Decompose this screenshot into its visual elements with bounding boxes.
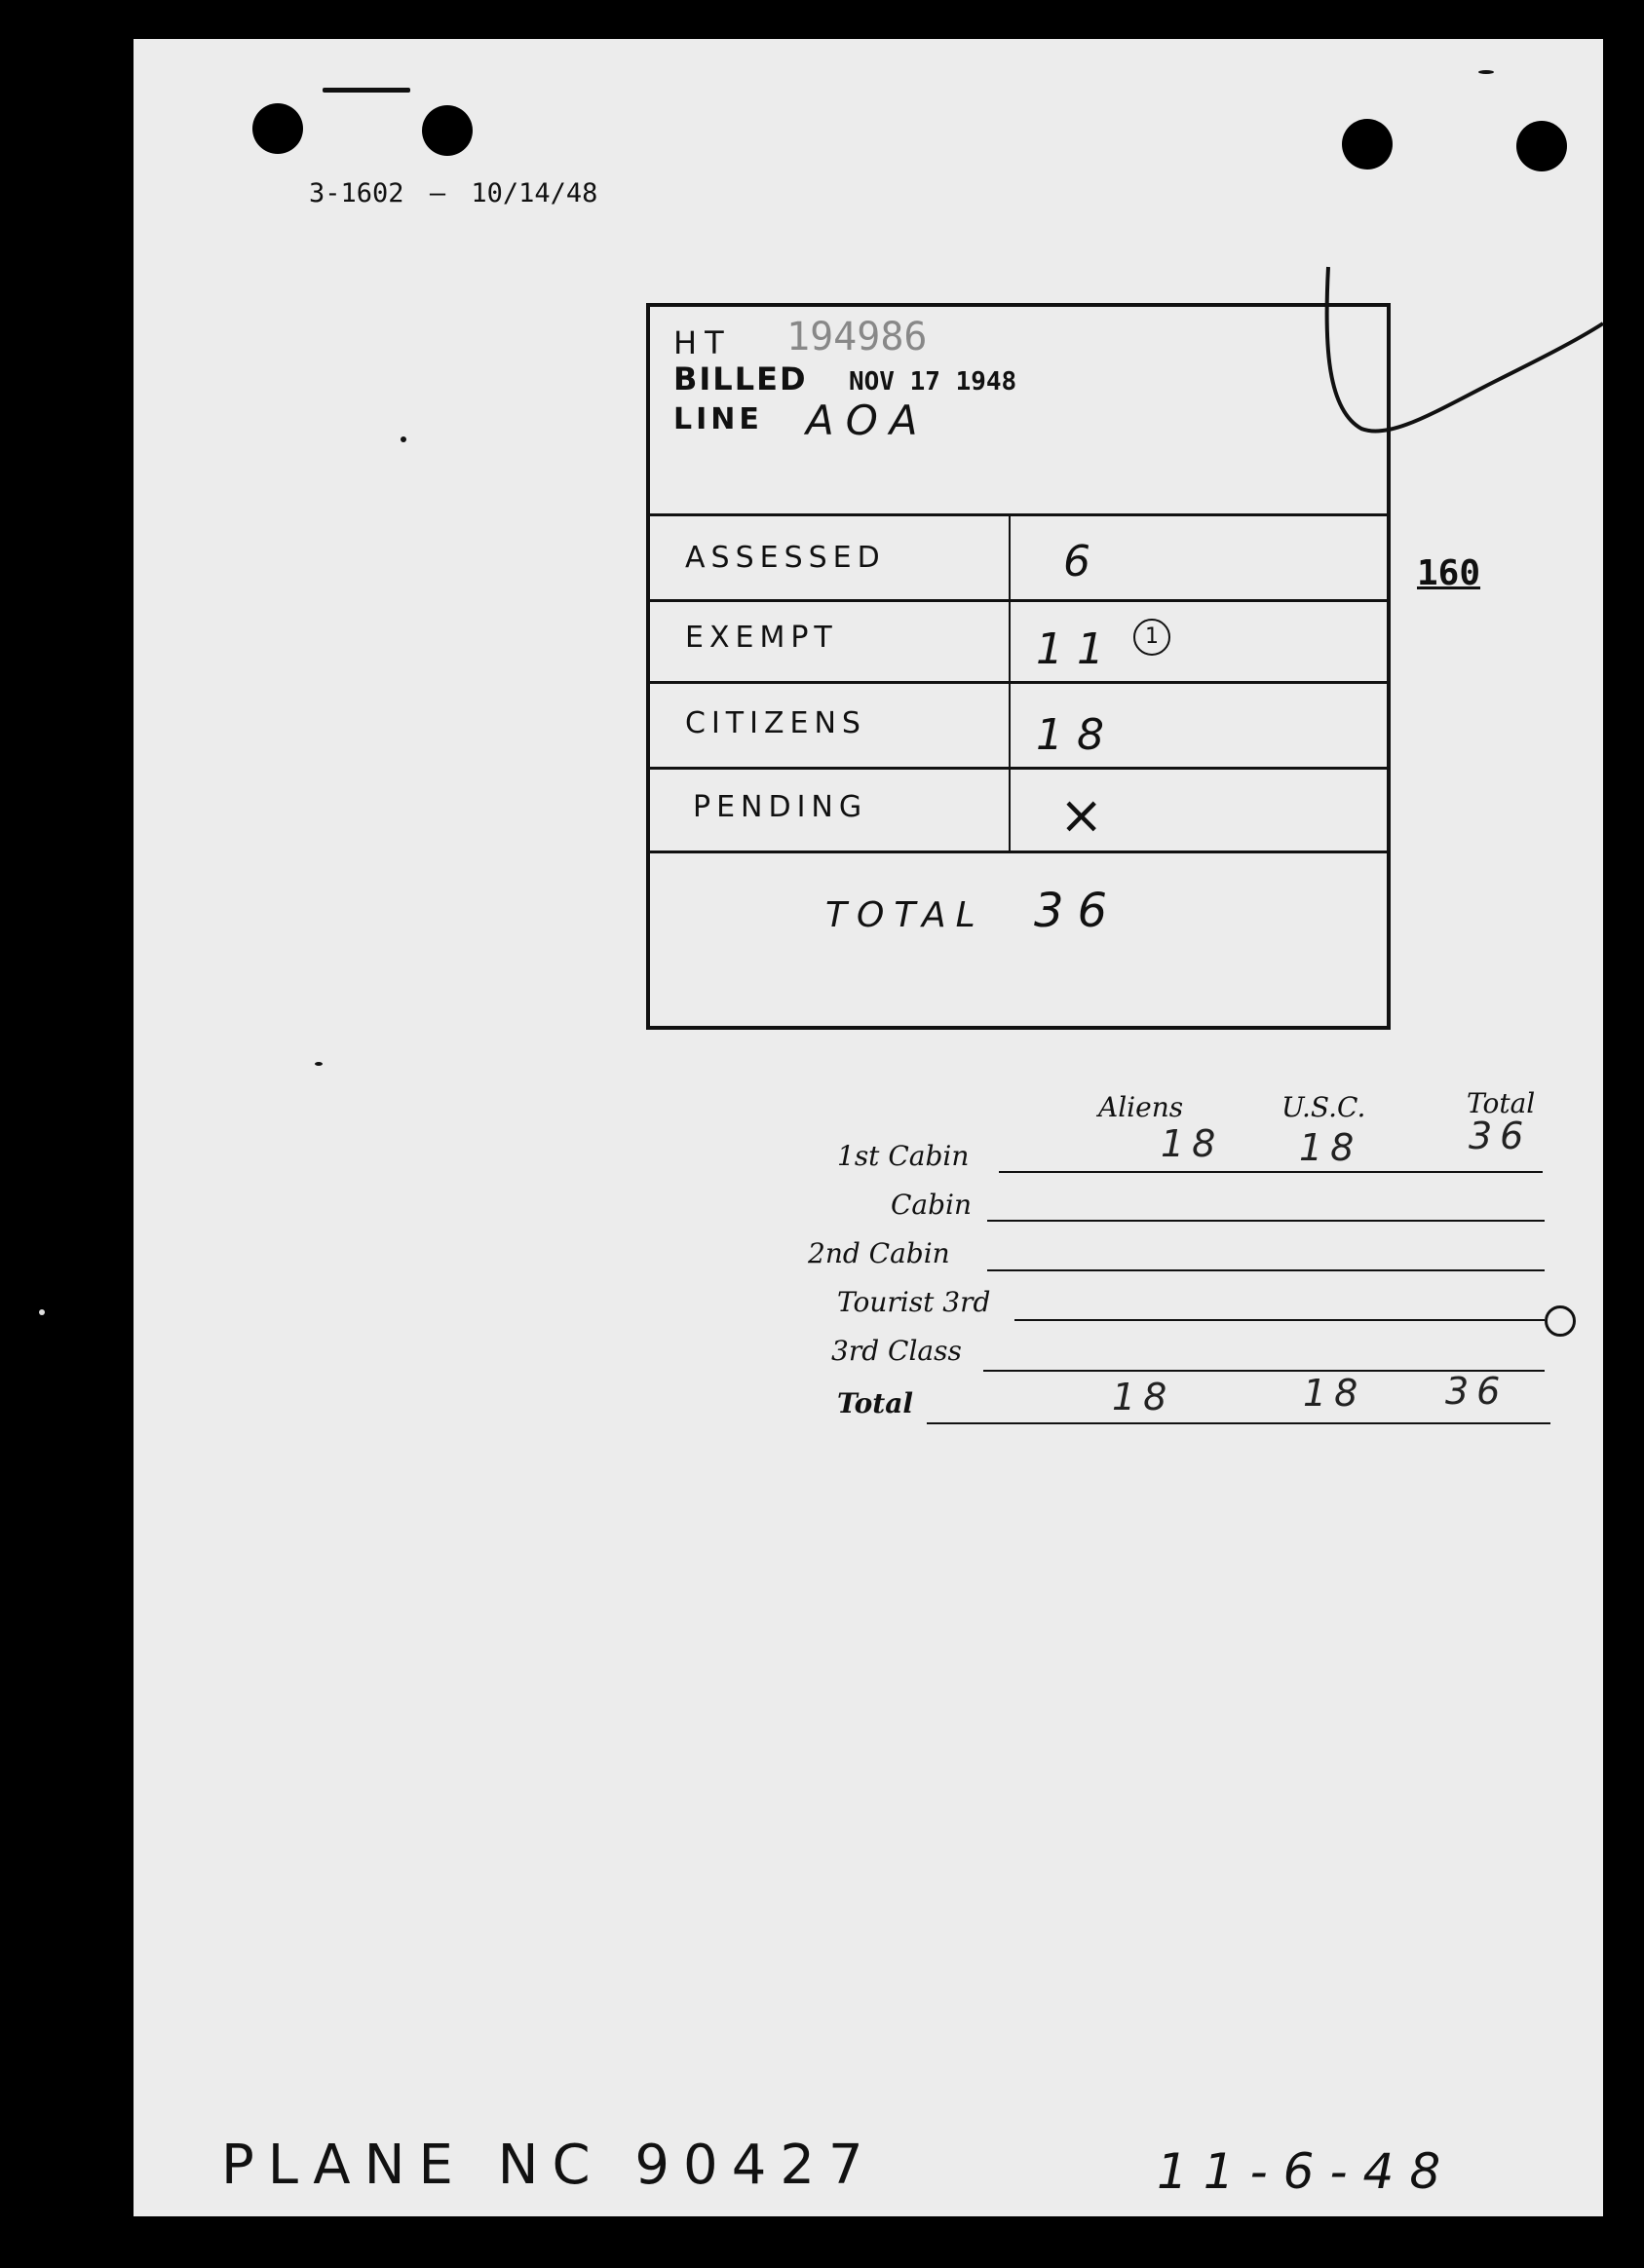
punch-hole [1516, 121, 1567, 171]
line-value: AOA [806, 397, 930, 444]
ht-label: HT [673, 324, 732, 361]
box-divider [650, 850, 1387, 853]
ht-number: 194986 [786, 315, 928, 359]
row-total-usc: 18 [1303, 1372, 1366, 1415]
inspection-stamp-box [646, 303, 1391, 1030]
box-divider [650, 513, 1387, 516]
row-label-2nd-cabin: 2nd Cabin [808, 1237, 950, 1269]
plane-number: PLANE NC 90427 [221, 2134, 877, 2197]
row-label-total: Total [837, 1387, 914, 1419]
circle-mark [1545, 1305, 1576, 1337]
box-divider [650, 681, 1387, 684]
total-value: 36 [1034, 884, 1122, 938]
ink-speck [315, 1062, 323, 1066]
row-rule [987, 1269, 1545, 1271]
row-total-total: 36 [1445, 1370, 1509, 1413]
file-reference [309, 178, 597, 208]
billed-label: BILLED [673, 360, 808, 397]
row-1st-total: 36 [1469, 1115, 1532, 1157]
side-number: 160 [1417, 553, 1481, 593]
line-label: LINE [673, 402, 763, 436]
punch-hole [1342, 119, 1393, 170]
punch-hole [422, 105, 473, 156]
row-label-tourist-3rd: Tourist 3rd [837, 1286, 991, 1318]
exempt-value: 11 [1036, 624, 1118, 674]
row-total-aliens: 18 [1112, 1376, 1175, 1418]
row-1st-aliens: 18 [1161, 1122, 1224, 1165]
box-column-divider [1009, 514, 1011, 850]
file-ref-dash: — [429, 178, 446, 208]
file-ref-date: 10/14/48 [471, 178, 598, 208]
pending-value: × [1059, 784, 1104, 846]
col-header-total: Total [1467, 1087, 1536, 1119]
col-header-aliens: Aliens [1098, 1091, 1184, 1123]
row-rule [927, 1422, 1550, 1424]
exempt-label: EXEMPT [685, 621, 838, 655]
file-ref-number: 3-1602 [309, 178, 404, 208]
row-label-1st-cabin: 1st Cabin [837, 1140, 970, 1172]
row-label-cabin: Cabin [891, 1189, 973, 1221]
assessed-value: 6 [1063, 537, 1090, 586]
row-rule [1014, 1319, 1545, 1321]
citizens-value: 18 [1036, 710, 1118, 760]
billed-date: NOV 17 1948 [849, 367, 1017, 397]
ink-speck [1478, 70, 1494, 74]
assessed-label: ASSESSED [685, 541, 886, 575]
row-rule [999, 1171, 1543, 1173]
col-header-usc: U.S.C. [1281, 1091, 1366, 1123]
ink-speck [401, 436, 406, 442]
pending-label: PENDING [693, 790, 868, 824]
total-label: TOTAL [825, 895, 985, 935]
citizens-label: CITIZENS [685, 706, 866, 740]
ink-speck [39, 1309, 45, 1315]
checkmark-stroke [1322, 263, 1605, 477]
ink-speck [323, 88, 410, 93]
row-1st-usc: 18 [1299, 1126, 1362, 1169]
box-divider [650, 599, 1387, 602]
row-rule [987, 1220, 1545, 1222]
footer-date: 11-6-48 [1157, 2143, 1457, 2200]
punch-hole [252, 103, 303, 154]
row-label-3rd-class: 3rd Class [831, 1335, 962, 1367]
document-page [134, 39, 1603, 2216]
box-divider [650, 767, 1387, 770]
exempt-note-number: 1 [1145, 624, 1159, 649]
exempt-circled-note [1133, 619, 1170, 656]
